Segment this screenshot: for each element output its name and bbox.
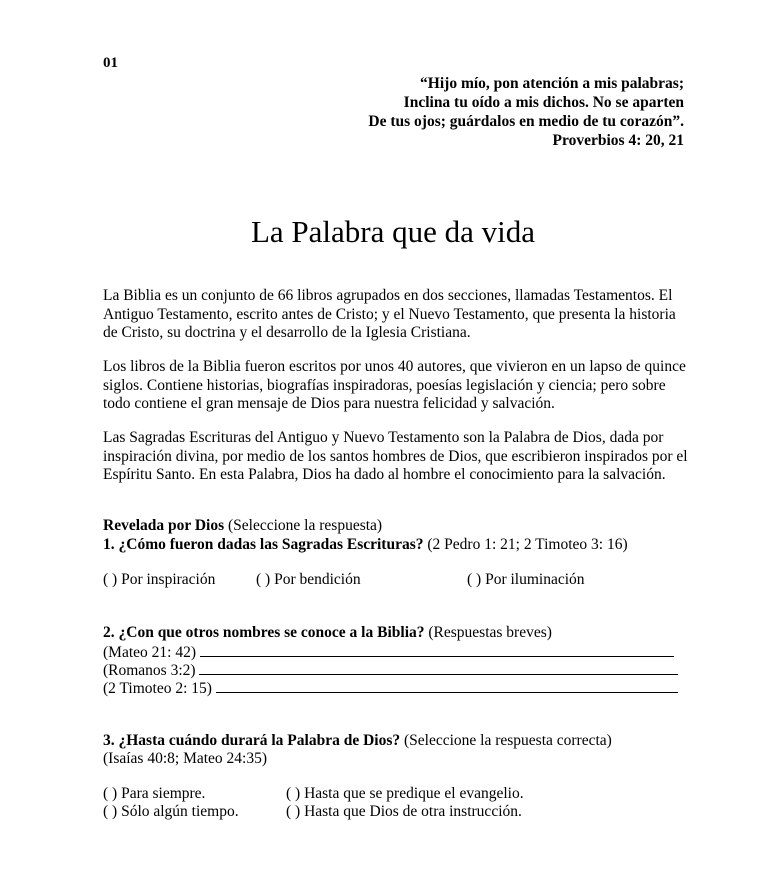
- question-1-refs: (2 Pedro 1: 21; 2 Timoteo 3: 16): [427, 536, 628, 553]
- q1-option[interactable]: ( ) Por bendición: [256, 571, 361, 588]
- section-heading-line: [103, 517, 382, 535]
- q2-ref: (2 Timoteo 2: 15): [103, 680, 212, 697]
- question-3-instruction: (Seleccione la respuesta correcta): [403, 732, 612, 749]
- q1-option[interactable]: ( ) Por iluminación: [467, 571, 585, 588]
- page-title: La Palabra que da vida: [250, 214, 536, 249]
- q2-ref: (Mateo 21: 42): [103, 644, 196, 661]
- q3-option[interactable]: ( ) Hasta que se predique el evangelio.: [286, 785, 524, 802]
- q2-ref: (Romanos 3:2): [103, 662, 196, 679]
- question-3-text: 3. ¿Hasta cuándo durará la Palabra de Dios?: [103, 732, 401, 749]
- q2-answer-row: [103, 678, 678, 698]
- intro-paragraph: Las Sagradas Escrituras del Antiguo y Nuevo Testamento son la Palabra de Dios, dada por inspiración divina, por medio de los santos hombres de Dios, que escribieron inspirados por el Espíritu Santo. En esta Palabra, Dios ha dado al hombre el conocimiento para la salvación.: [103, 429, 688, 484]
- question-3-refs: (Isaías 40:8; Mateo 24:35): [103, 750, 268, 767]
- q1-option[interactable]: ( ) Por inspiración: [103, 571, 216, 588]
- q2-answer-row: [103, 642, 674, 662]
- section-instruction: (Seleccione la respuesta): [228, 517, 383, 534]
- q3-option[interactable]: ( ) Para siempre.: [103, 785, 206, 802]
- question-2: [103, 624, 552, 642]
- intro-paragraph: Los libros de la Biblia fueron escritos por unos 40 autores, que vivieron en un lapso de quince siglos. Contiene historias, biografías inspiradoras, poesías legislación y ciencia; pero sobre todo contiene el gran mensaje de Dios para nuestra felicidad y salvación.: [103, 358, 686, 413]
- epigraph-line: De tus ojos; guárdalos en medio de tu corazón”.: [368, 113, 684, 130]
- answer-blank[interactable]: [200, 642, 674, 657]
- q3-option[interactable]: ( ) Sólo algún tiempo.: [103, 803, 239, 820]
- q3-option[interactable]: ( ) Hasta que Dios de otra instrucción.: [286, 803, 522, 820]
- question-1-text: 1. ¿Cómo fueron dadas las Sagradas Escrituras?: [103, 536, 424, 553]
- question-2-instruction: (Respuestas breves): [428, 624, 552, 641]
- section-heading: Revelada por Dios: [103, 517, 225, 534]
- question-3: [103, 732, 612, 750]
- epigraph-reference: Proverbios 4: 20, 21: [552, 132, 684, 149]
- page-number: 01: [103, 55, 118, 71]
- epigraph-line: “Hijo mío, pon atención a mis palabras;: [420, 75, 684, 92]
- q2-answer-row: [103, 660, 678, 680]
- question-2-text: 2. ¿Con que otros nombres se conoce a la Biblia?: [103, 624, 425, 641]
- epigraph-line: Inclina tu oído a mis dichos. No se aparten: [403, 94, 684, 111]
- intro-paragraph: La Biblia es un conjunto de 66 libros agrupados en dos secciones, llamadas Testamentos. El Antiguo Testamento, escrito antes de Cristo; y el Nuevo Testamento, que presenta la historia de Cristo, su doctrina y el desarrollo de la Iglesia Cristiana.: [103, 287, 676, 342]
- answer-blank[interactable]: [216, 678, 678, 693]
- question-1: [103, 536, 628, 554]
- answer-blank[interactable]: [199, 660, 678, 675]
